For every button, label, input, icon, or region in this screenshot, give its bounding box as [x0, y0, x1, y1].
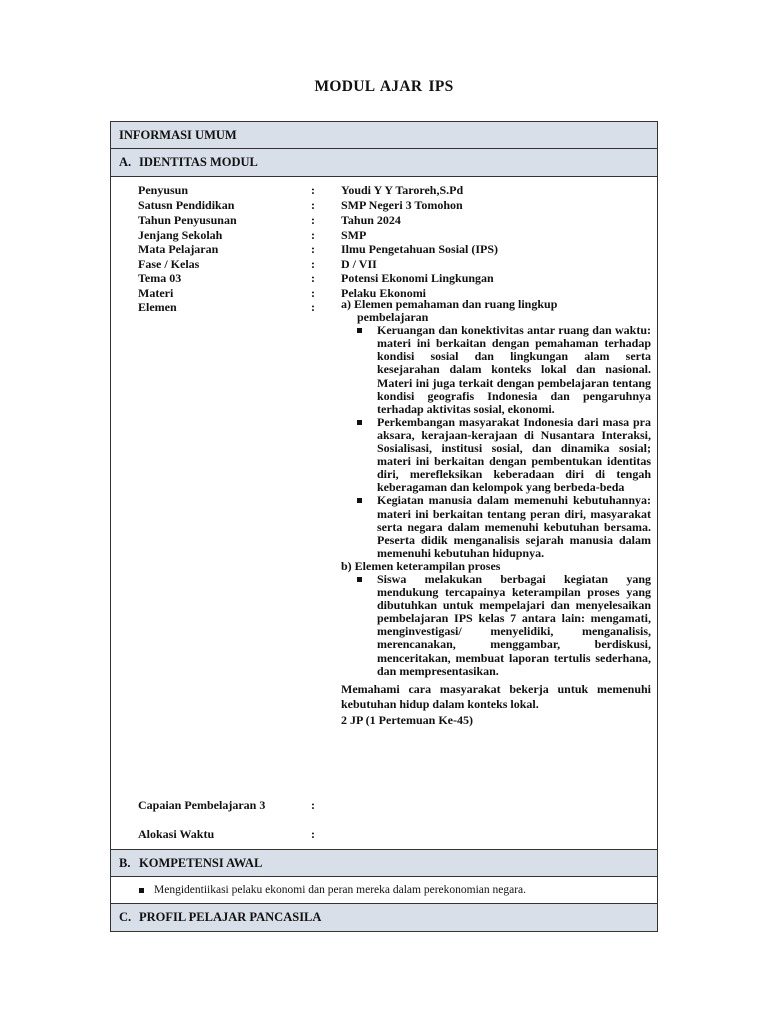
field-value-tema: Potensi Ekonomi Lingkungan — [341, 271, 494, 285]
section-number: B. — [119, 855, 131, 870]
section-informasi-umum — [111, 122, 657, 149]
list-item-text: Kegiatan manusia dalam memenuhi kebutuhannya: materi ini berkaitan tentang peran diri, masyarakat serta negara dalam memenuhi kebutuhan bersama. Peserta didik menganalisis sejarah manusia dalam memenuhi kebutuhan hidupnya. — [377, 493, 651, 560]
field-value-jenjang-sekolah: SMP — [341, 228, 367, 242]
elemen-a-heading: a) Elemen pemahaman dan ruang lingkup — [341, 297, 558, 311]
list-item-text: Siswa melakukan berbagai kegiatan yang mendukung tercapainya keterampilan proses yang dibutuhkan untuk mempelajari dan menyelesaikan pembelajaran IPS kelas 7 antara lain: mengamati, menginvestigasi/ menyelidiki, menganalisis, merencanakan, menggambar, berdiskusi, menceritakan, membuat laporan tertulis sederhana, dan mempresentasikan. — [377, 571, 651, 678]
field-label-materi: Materi — [138, 286, 174, 300]
section-number: A. — [119, 155, 132, 169]
bullet-square-icon — [357, 420, 362, 425]
field-label-mata-pelajaran: Mata Pelajaran — [138, 242, 219, 256]
list-item-text: Perkembangan masyarakat Indonesia dari masa pra aksara, kerajaan-kerajaan di Nusantara Interaksi, Sosialisasi, institusi sosial, dan dinamika sosial; materi ini berkaitan dengan pembentukan identitas diri, merefleksikan keberadaan diri di tengah keberagaman dan kelompok yang berbeda-beda — [377, 414, 651, 495]
list-item-text: Keruangan dan konektivitas antar ruang dan waktu: materi ini berkaitan dengan pemahaman terhadap kondisi sosial dan lingkungan alam serta kesejarahan dalam konteks lokal dan nasional. Materi ini juga terkait dengan pembelajaran tentang kondisi geografis Indonesia dan pengaruhnya terhadap aktivitas sosial, ekonomi. — [377, 323, 651, 416]
section-label: PROFIL PELAJAR PANCASILA — [139, 910, 322, 924]
page-title: MODUL AJAR IPS — [314, 78, 454, 95]
field-label-jenjang-sekolah: Jenjang Sekolah — [138, 228, 223, 242]
list-item — [341, 573, 651, 678]
field-label-fase-kelas: Fase / Kelas — [138, 257, 200, 271]
list-item — [341, 324, 651, 416]
bullet-square-icon — [357, 328, 362, 333]
elemen-a-list — [341, 324, 651, 560]
field-label-capaian: Capaian Pembelajaran 3 — [138, 798, 266, 812]
section-number: C. — [119, 910, 132, 924]
field-value-tahun-penyusunan: Tahun 2024 — [341, 213, 401, 227]
kompetensi-item-text: Mengidentiikasi pelaku ekonomi dan peran mereka dalam perekonomian negara. — [154, 884, 527, 896]
elemen-a-heading-cont: pembelajaran — [357, 310, 429, 325]
section-identitas-modul — [111, 149, 657, 177]
section-kompetensi-awal — [111, 849, 657, 877]
colon: : — [311, 228, 315, 242]
bullet-square-icon — [139, 888, 144, 893]
bullet-square-icon — [357, 577, 362, 582]
section-label: IDENTITAS MODUL — [139, 155, 258, 169]
colon: : — [311, 286, 315, 300]
capaian-text: Memahami cara masyarakat bekerja untuk memenuhi kebutuhan hidup dalam konteks lokal. — [341, 681, 651, 711]
elemen-b-list — [341, 573, 651, 678]
alokasi-text: 2 JP (1 Pertemuan Ke-45) — [341, 712, 473, 727]
colon: : — [311, 271, 315, 285]
section-label: KOMPETENSI AWAL — [139, 855, 263, 870]
elemen-content — [341, 298, 651, 727]
colon: : — [311, 198, 315, 212]
field-label-penyusun: Penyusun — [138, 183, 189, 197]
kompetensi-body — [111, 877, 657, 903]
field-label-elemen: Elemen — [138, 300, 177, 314]
field-value-materi: Pelaku Ekonomi — [341, 286, 427, 300]
field-label-alokasi: Alokasi Waktu — [138, 827, 215, 841]
list-item — [341, 494, 651, 559]
field-label-satuan-pendidikan: Satusn Pendidikan — [138, 198, 235, 212]
colon: : — [311, 183, 315, 197]
bullet-square-icon — [357, 498, 362, 503]
field-value-penyusun: Youdi Y Y Taroreh,S.Pd — [341, 183, 464, 197]
field-value-fase-kelas: D / VII — [341, 257, 377, 271]
colon: : — [311, 213, 315, 227]
module-table — [110, 121, 658, 932]
colon: : — [311, 798, 315, 812]
field-value-mata-pelajaran: Ilmu Pengetahuan Sosial (IPS) — [341, 242, 499, 256]
colon: : — [311, 300, 315, 314]
field-label-tahun-penyusunan: Tahun Penyusunan — [138, 213, 237, 227]
colon: : — [311, 257, 315, 271]
elemen-b-heading: b) Elemen keterampilan proses — [341, 558, 501, 573]
identitas-body — [111, 177, 657, 849]
section-profil-pelajar-pancasila — [111, 903, 657, 931]
colon: : — [311, 827, 315, 841]
field-value-satuan-pendidikan: SMP Negeri 3 Tomohon — [341, 198, 463, 212]
field-label-tema: Tema 03 — [138, 271, 182, 285]
colon: : — [311, 242, 315, 256]
section-label: INFORMASI UMUM — [119, 127, 237, 142]
list-item — [341, 416, 651, 495]
